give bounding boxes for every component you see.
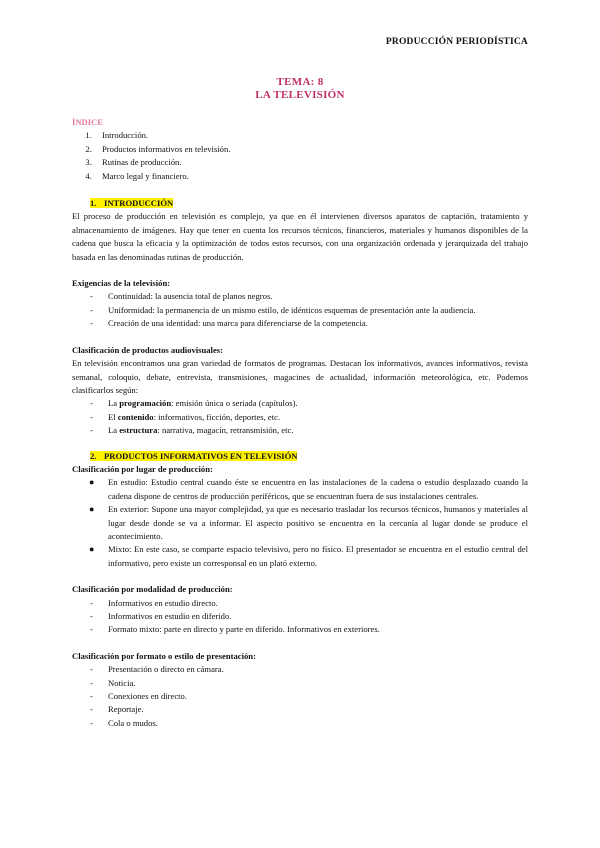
section-2-heading: [90, 450, 528, 463]
list-item: - Uniformidad: la permanencia de un mismo estilo, de idénticos esquemas de presentación ante la audiencia.: [90, 304, 476, 315]
list-item: - Conexiones en directo.: [90, 691, 187, 702]
list-item: - Cola o mudos.: [90, 717, 158, 728]
list-item: - La estructura: narrativa, magacín, retransmisión, etc.: [90, 425, 294, 436]
section-1-heading: [90, 197, 528, 210]
index-item: 1. Introducción.: [94, 129, 528, 142]
page-title: LA TELEVISIÓN: [255, 89, 345, 101]
list-item: ● En estudio: Estudio central cuando éste se encuentra en las instalaciones de la cadena o estudio desplazado cuando la cadena dispone de centros de producción periféricos, que se encuentran fuera de sus instalaciones centrales.: [89, 477, 528, 501]
page-header: PRODUCCIÓN PERIODÍSTICA: [385, 37, 528, 47]
list-item: ● Mixto: En este caso, se comparte espacio televisivo, pero no físico. El presentador se encuentra en el estudio central del informativo, pero existe un corresponsal en un plató externo.: [89, 544, 528, 568]
section-title: PRODUCTOS INFORMATIVOS EN TELEVISIÓN: [104, 450, 298, 461]
section-number: 1.: [90, 198, 97, 209]
intro-paragraph: El proceso de producción en televisión es complejo, ya que en él intervienen diversos aparatos de captación, tratamiento y almacenamiento de imágenes. Hay que tener en cuenta los recursos técnicos, financieros, materiales y humanos disponibles de la cadena que busca la eficacia y la optimización de todos estos recursos, con una organización ordenada y jerarquizada del trabajo basada en las denominadas rutinas de producción.: [72, 211, 528, 262]
list-item: - Presentación o directo en cámara.: [90, 664, 224, 675]
list-item: - La programación: emisión única o seriada (capítulos).: [90, 398, 298, 409]
subheading-modalidad: Clasificación por modalidad de producción:: [72, 584, 233, 595]
list-item: - Noticia.: [90, 677, 136, 688]
list-item: - Reportaje.: [90, 704, 144, 715]
list-item: - Continuidad: la ausencia total de planos negros.: [90, 291, 273, 302]
section-number: 2.: [90, 450, 97, 461]
subheading-lugar: Clasificación por lugar de producción:: [72, 463, 213, 474]
index-item: 4. Marco legal y financiero.: [94, 170, 528, 183]
list-item: ● En exterior: Supone una mayor complejidad, ya que es necesario trasladar los recursos técnicos, humanos y materiales al lugar desde donde se va a informar. El aspecto positivo se encuentra en la cercanía al lugar donde se produce el acontecimiento.: [89, 504, 528, 541]
topic-number: TEMA: 8: [276, 76, 324, 88]
index-item: 2. Productos informativos en televisión.: [94, 143, 528, 156]
subheading-exigencias: Exigencias de la televisión:: [72, 278, 171, 289]
list-item: - Creación de una identidad: una marca para diferenciarse de la competencia.: [90, 318, 368, 329]
list-item: - Informativos en estudio directo.: [90, 597, 218, 608]
index-list: [72, 129, 528, 183]
index-item: 3. Rutinas de producción.: [94, 156, 528, 169]
index-heading: ÍNDICE: [72, 117, 104, 127]
formato-list: [72, 663, 528, 730]
exigencias-list: [72, 290, 528, 330]
lugar-list: [72, 476, 528, 570]
document-body: [72, 116, 528, 730]
list-item: - Informativos en estudio en diferido.: [90, 611, 232, 621]
subheading-formato: Clasificación por formato o estilo de presentación:: [72, 650, 256, 661]
section-title: INTRODUCCIÓN: [104, 198, 174, 209]
list-item: - El contenido: informativos, ficción, deportes, etc.: [90, 411, 281, 422]
clasificacion-list: [72, 397, 528, 437]
clasificacion-paragraph: En televisión encontramos una gran variedad de formatos de programas. Destacan los informativos, avances informativos, revista semanal, coloquio, debate, entrevista, transmisiones, magacines de actualidad, información meteorológica, etc. Podemos clasificarlos según:: [72, 358, 528, 395]
modalidad-list: [72, 597, 528, 637]
list-item: - Formato mixto: parte en directo y parte en diferido. Informativos en exteriores.: [90, 624, 380, 635]
subheading-clasificacion: Clasificación de productos audiovisuales:: [72, 344, 223, 355]
